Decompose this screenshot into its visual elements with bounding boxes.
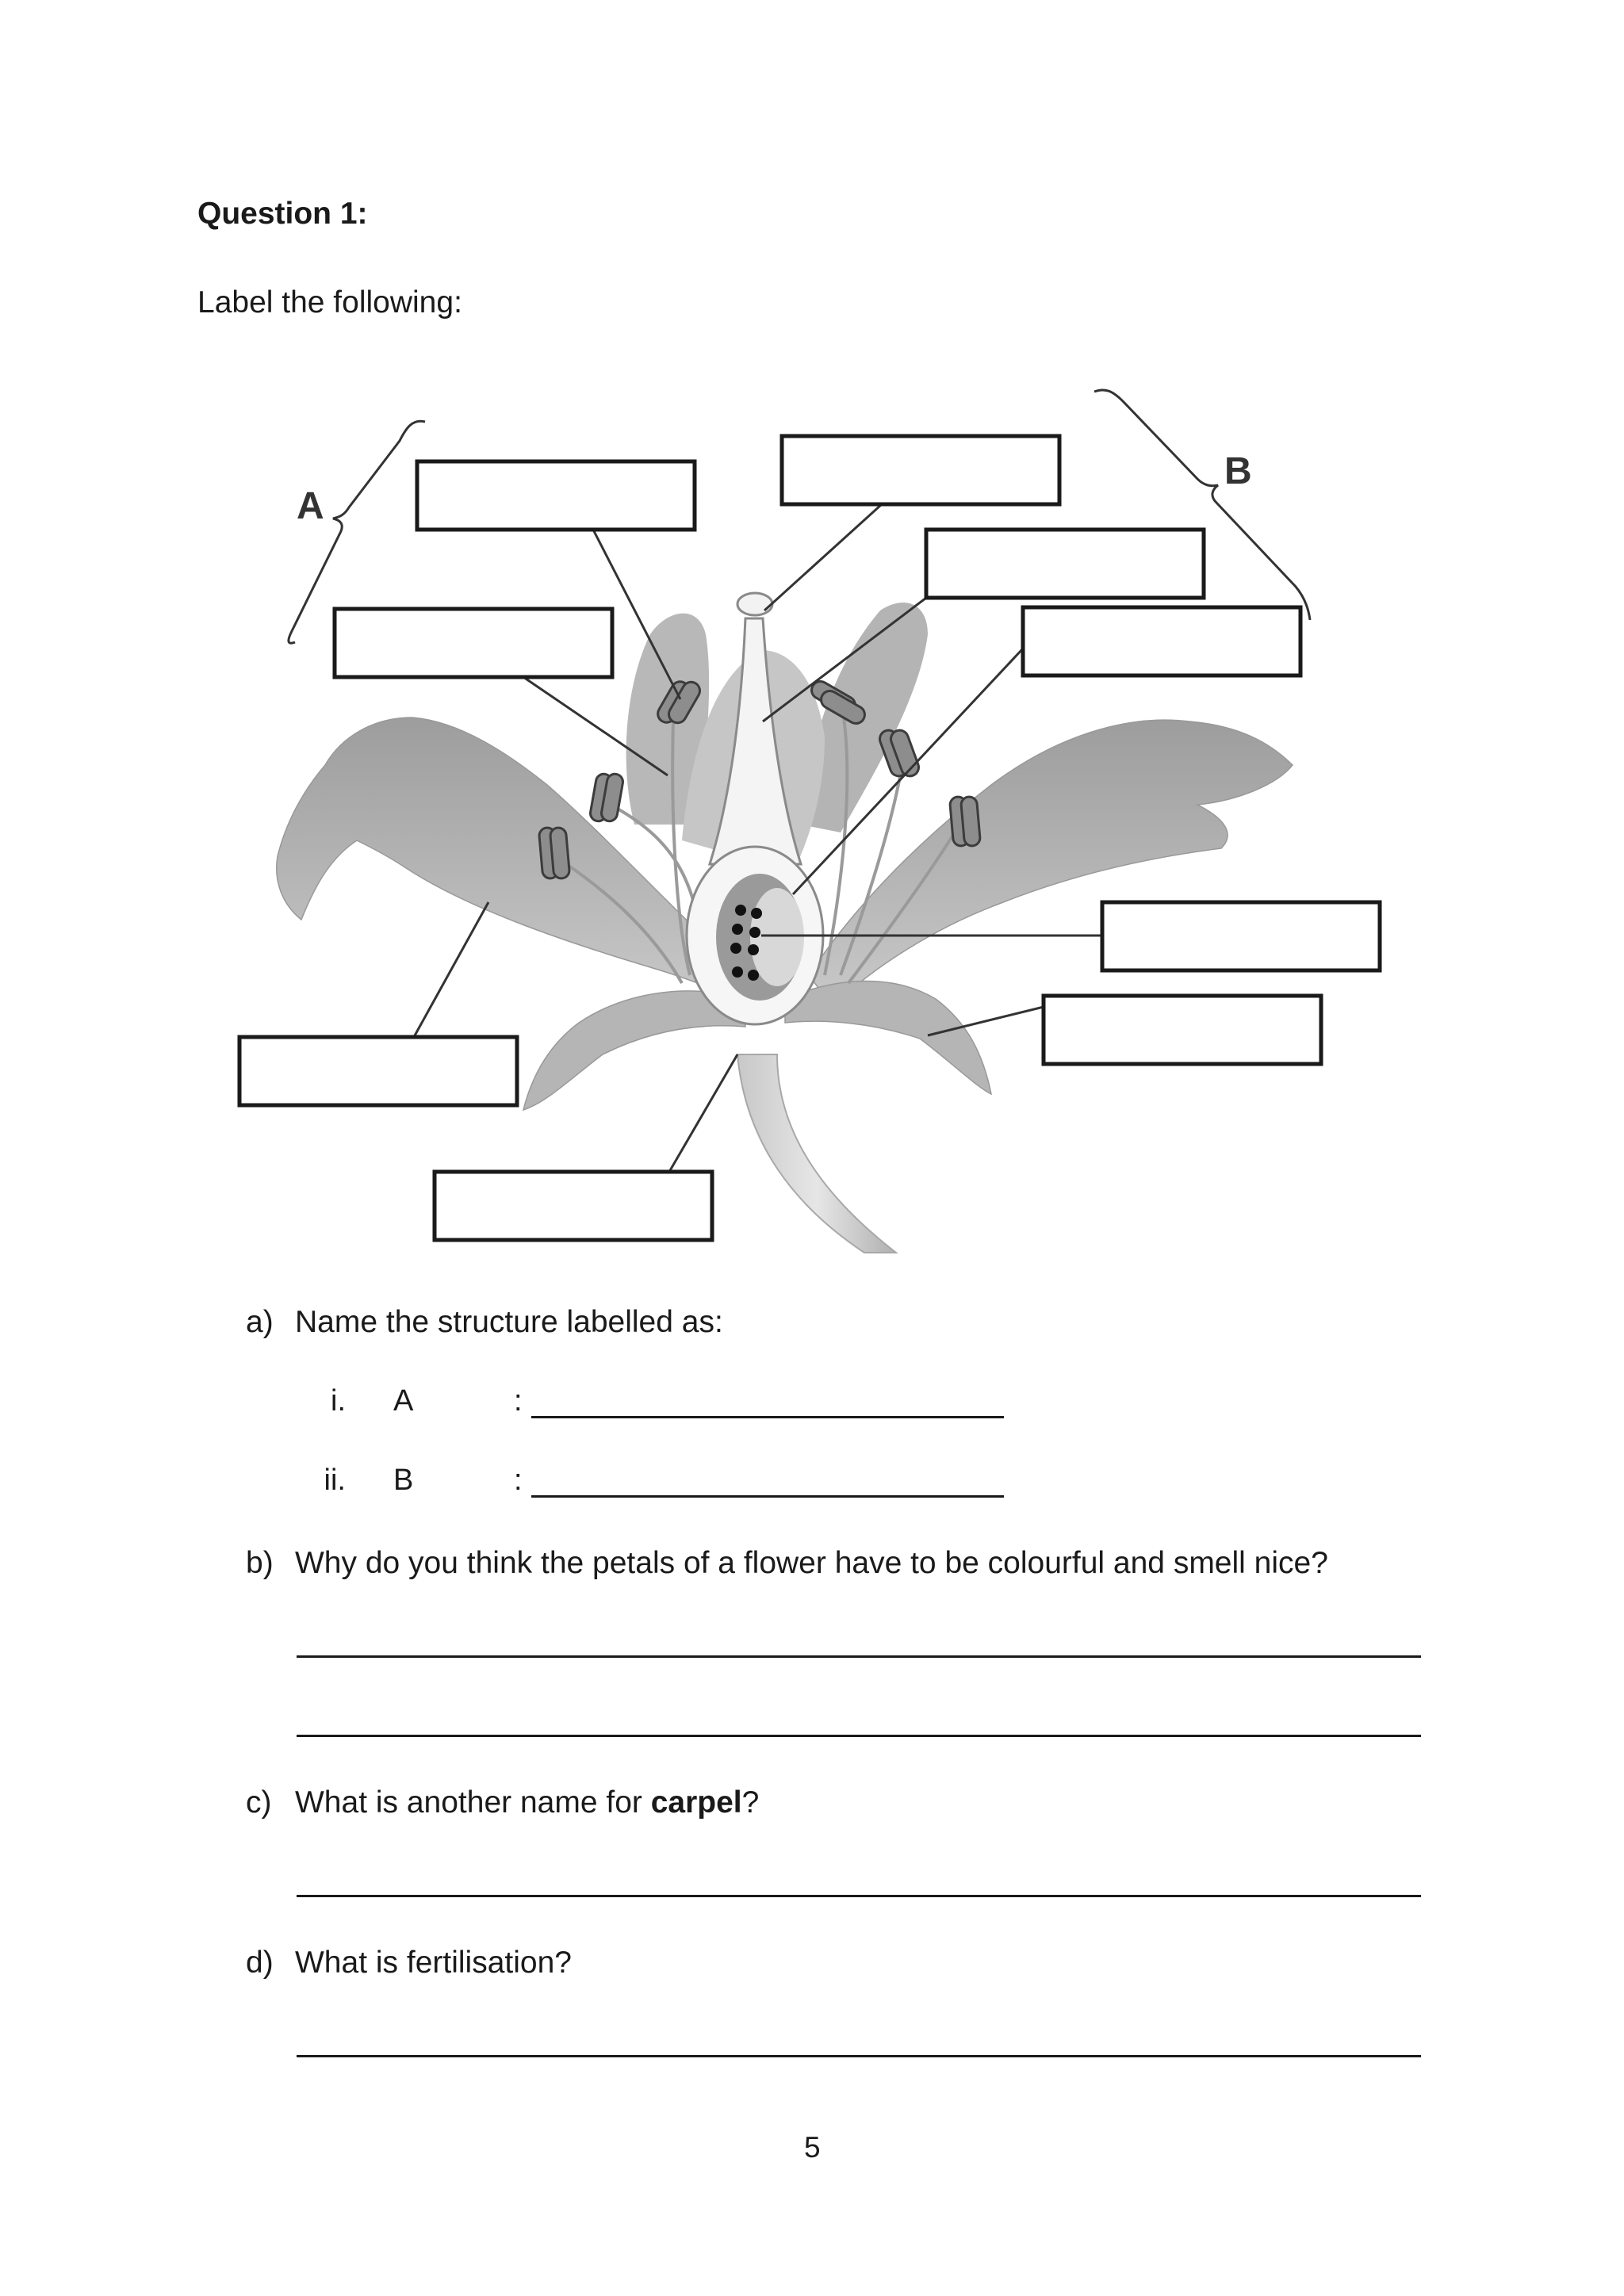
- stigma: [737, 593, 772, 615]
- part-a-question: [246, 1305, 723, 1340]
- part-d-answer-line[interactable]: [297, 2055, 1421, 2057]
- part-b-question: [246, 1546, 1328, 1581]
- label-box-3: [782, 436, 1059, 504]
- label-box-6: [1102, 902, 1380, 970]
- part-a-item-2-answer-line[interactable]: [531, 1495, 1004, 1498]
- part-c-text-end: ?: [741, 1785, 760, 1820]
- part-c-question: [246, 1785, 759, 1820]
- bracket-b-label: B: [1224, 450, 1252, 492]
- part-d-marker: d): [246, 1946, 274, 1980]
- label-box-9: [435, 1172, 712, 1240]
- part-a-item-2-number: ii.: [324, 1464, 346, 1497]
- part-a-marker: a): [246, 1305, 274, 1339]
- part-a-text: Name the structure labelled as:: [295, 1305, 723, 1339]
- page-number: 5: [804, 2131, 821, 2164]
- part-a-item-1-answer-line[interactable]: [531, 1416, 1004, 1418]
- label-box-1: [417, 461, 695, 530]
- label-box-5: [1023, 607, 1300, 675]
- part-b-answer-line-2[interactable]: [297, 1735, 1421, 1737]
- part-a-item-1-letter: A: [393, 1384, 414, 1418]
- part-b-answer-line-1[interactable]: [297, 1655, 1421, 1658]
- petal-lower-left: [523, 991, 745, 1110]
- part-d-question: [246, 1946, 572, 1980]
- part-b-text: Why do you think the petals of a flower have to be colourful and smell nice?: [295, 1546, 1328, 1580]
- part-b-marker: b): [246, 1546, 274, 1580]
- question-title: Question 1:: [197, 197, 368, 231]
- label-box-2: [335, 609, 612, 677]
- part-d-text: What is fertilisation?: [295, 1946, 572, 1980]
- label-box-4: [926, 530, 1204, 598]
- petal-lower-right: [785, 982, 991, 1095]
- bracket-a-label: A: [297, 485, 324, 527]
- part-a-item-2-letter: B: [393, 1464, 414, 1497]
- part-c-answer-line[interactable]: [297, 1895, 1421, 1897]
- label-box-8: [239, 1037, 517, 1105]
- part-a-item-1-number: i.: [331, 1384, 346, 1418]
- part-a-item-2-colon: :: [514, 1464, 523, 1497]
- question-instruction: Label the following:: [197, 285, 462, 320]
- stem: [737, 1054, 896, 1253]
- part-c-marker: c): [246, 1785, 272, 1820]
- part-c-bold-term: carpel: [650, 1785, 742, 1820]
- part-a-item-1-colon: :: [514, 1384, 523, 1418]
- label-box-7: [1044, 996, 1321, 1064]
- part-c-text: What is another name for: [295, 1785, 651, 1820]
